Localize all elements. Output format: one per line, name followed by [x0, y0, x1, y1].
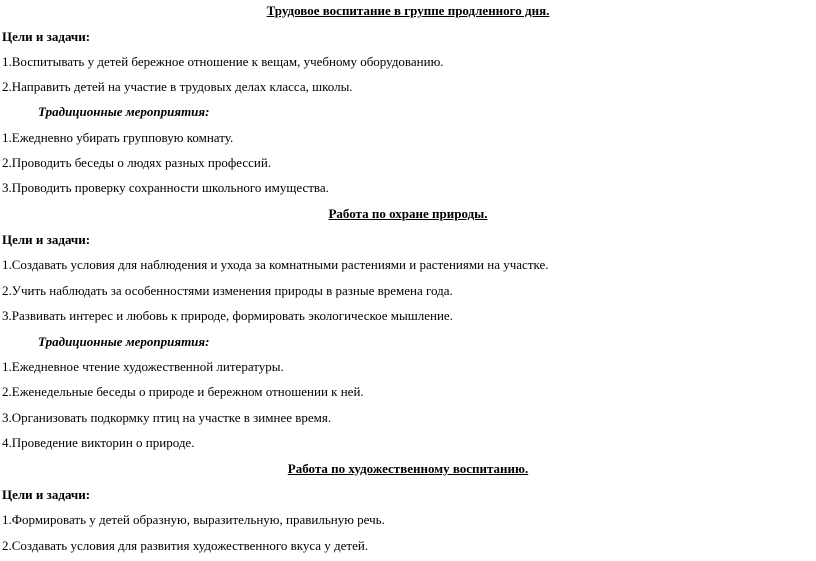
goals-label: Цели и задачи:	[2, 232, 91, 247]
event-item: 3.Организовать подкормку птиц на участке в зимнее время.	[2, 410, 332, 425]
goal-item: 1.Формировать у детей образную, выразительную, правильную речь.	[2, 512, 385, 527]
goal-item: 2.Учить наблюдать за особенностями изменения природы в разные времена года.	[2, 283, 453, 298]
goals-label: Цели и задачи:	[2, 29, 91, 44]
events-label: Традиционные мероприятия:	[38, 104, 210, 119]
section-title-labor: Трудовое воспитание в группе продленного дня.	[266, 3, 550, 18]
goal-item: 2.Направить детей на участие в трудовых делах класса, школы.	[2, 79, 353, 94]
section-title-art: Работа по художественному воспитанию.	[287, 461, 529, 476]
event-item: 1.Ежедневно убирать групповую комнату.	[2, 130, 234, 145]
event-item: 1.Ежедневное чтение художественной литературы.	[2, 359, 284, 374]
goal-item: 3.Развивать интерес и любовь к природе, формировать экологическое мышление.	[2, 308, 453, 323]
goal-item: 1.Создавать условия для наблюдения и ухода за комнатными растениями и растениями на участке.	[2, 257, 549, 272]
event-item: 4.Проведение викторин о природе.	[2, 435, 195, 450]
goal-item: 2.Создавать условия для развития художественного вкуса у детей.	[2, 538, 369, 553]
goals-label: Цели и задачи:	[2, 487, 91, 502]
event-item: 3.Проводить проверку сохранности школьного имущества.	[2, 180, 329, 195]
event-item: 2.Проводить беседы о людях разных профессий.	[2, 155, 272, 170]
section-title-nature: Работа по охране природы.	[328, 206, 488, 221]
goal-item: 1.Воспитывать у детей бережное отношение к вещам, учебному оборудованию.	[2, 54, 444, 69]
event-item: 2.Еженедельные беседы о природе и бережном отношении к ней.	[2, 384, 364, 399]
events-label: Традиционные мероприятия:	[38, 334, 210, 349]
